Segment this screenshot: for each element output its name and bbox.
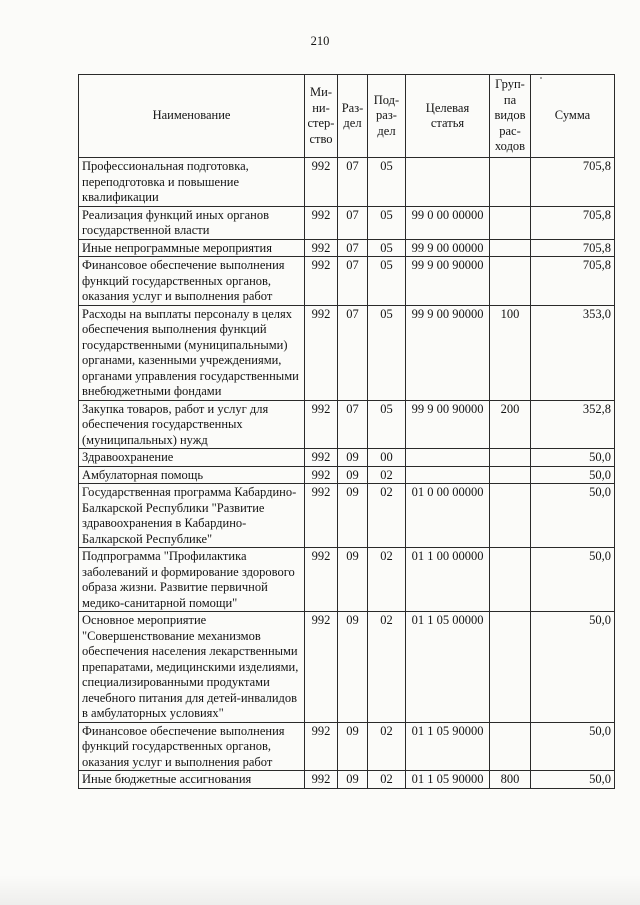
cell-ministry: 992 xyxy=(305,257,338,306)
scan-edge-shadow xyxy=(0,875,640,905)
cell-subsection: 05 xyxy=(368,239,406,257)
header-section: Раз- дел xyxy=(338,75,368,158)
cell-group xyxy=(490,722,531,771)
cell-subsection: 05 xyxy=(368,400,406,449)
cell-group: 100 xyxy=(490,305,531,400)
cell-sum: 705,8 xyxy=(531,257,615,306)
cell-subsection: 02 xyxy=(368,466,406,484)
cell-target: 99 0 00 00000 xyxy=(406,206,490,239)
cell-section: 07 xyxy=(338,305,368,400)
cell-subsection: 02 xyxy=(368,612,406,723)
page-number: 210 xyxy=(310,34,330,48)
table-row xyxy=(79,722,615,771)
cell-sum: 352,8 xyxy=(531,400,615,449)
table-row xyxy=(79,239,615,257)
cell-subsection: 02 xyxy=(368,771,406,789)
header-row xyxy=(79,75,615,158)
cell-ministry: 992 xyxy=(305,206,338,239)
cell-name: Финансовое обеспечение выполнения функций государственных органов, оказания услуг и выполнения работ xyxy=(79,722,305,771)
cell-section: 09 xyxy=(338,548,368,612)
table-row xyxy=(79,158,615,207)
cell-subsection: 05 xyxy=(368,206,406,239)
table-row xyxy=(79,771,615,789)
cell-name: Финансовое обеспечение выполнения функций государственных органов, оказания услуг и выполнения работ xyxy=(79,257,305,306)
header-target: Целевая статья xyxy=(406,75,490,158)
cell-section: 07 xyxy=(338,206,368,239)
cell-subsection: 05 xyxy=(368,158,406,207)
cell-target xyxy=(406,449,490,467)
cell-section: 07 xyxy=(338,158,368,207)
cell-sum: 353,0 xyxy=(531,305,615,400)
cell-ministry: 992 xyxy=(305,158,338,207)
cell-group xyxy=(490,449,531,467)
cell-subsection: 02 xyxy=(368,722,406,771)
cell-sum: 705,8 xyxy=(531,206,615,239)
cell-ministry: 992 xyxy=(305,449,338,467)
cell-name: Закупка товаров, работ и услуг для обеспечения государственных (муниципальных) нужд xyxy=(79,400,305,449)
header-ministry: Ми- ни- стер- ство xyxy=(305,75,338,158)
table-row xyxy=(79,466,615,484)
cell-ministry: 992 xyxy=(305,484,338,548)
cell-name: Профессиональная подготовка, переподготовка и повышение квалификации xyxy=(79,158,305,207)
cell-ministry: 992 xyxy=(305,239,338,257)
cell-name: Основное мероприятие "Совершенствование механизмов обеспечения населения лекарственными препаратами, медицинскими изделиями, специализированными продуктами лечебного питания для детей-инвалидов в амбулаторных условиях" xyxy=(79,612,305,723)
cell-sum: 50,0 xyxy=(531,484,615,548)
cell-group xyxy=(490,466,531,484)
cell-section: 09 xyxy=(338,612,368,723)
cell-section: 07 xyxy=(338,239,368,257)
cell-subsection: 00 xyxy=(368,449,406,467)
cell-sum: 50,0 xyxy=(531,449,615,467)
cell-ministry: 992 xyxy=(305,722,338,771)
cell-sum: 50,0 xyxy=(531,612,615,723)
cell-sum: 50,0 xyxy=(531,771,615,789)
cell-section: 07 xyxy=(338,257,368,306)
cell-target: 99 9 00 90000 xyxy=(406,257,490,306)
cell-target xyxy=(406,466,490,484)
table-row xyxy=(79,484,615,548)
cell-subsection: 05 xyxy=(368,257,406,306)
cell-group: 800 xyxy=(490,771,531,789)
cell-ministry: 992 xyxy=(305,305,338,400)
cell-target: 01 1 05 00000 xyxy=(406,612,490,723)
cell-name: Здравоохранение xyxy=(79,449,305,467)
table-row xyxy=(79,548,615,612)
cell-target xyxy=(406,158,490,207)
cell-group xyxy=(490,548,531,612)
cell-group xyxy=(490,484,531,548)
cell-section: 07 xyxy=(338,400,368,449)
cell-target: 01 1 00 00000 xyxy=(406,548,490,612)
cell-target: 01 1 05 90000 xyxy=(406,771,490,789)
cell-subsection: 02 xyxy=(368,484,406,548)
header-sum: Сумма xyxy=(531,75,615,158)
table-row xyxy=(79,305,615,400)
cell-ministry: 992 xyxy=(305,612,338,723)
cell-name: Иные непрограммные мероприятия xyxy=(79,239,305,257)
cell-group: 200 xyxy=(490,400,531,449)
cell-group xyxy=(490,612,531,723)
table-row xyxy=(79,257,615,306)
cell-section: 09 xyxy=(338,722,368,771)
cell-name: Амбулаторная помощь xyxy=(79,466,305,484)
cell-group xyxy=(490,239,531,257)
cell-sum: 50,0 xyxy=(531,722,615,771)
header-group: Груп- па видов рас- ходов xyxy=(490,75,531,158)
table-row xyxy=(79,612,615,723)
cell-target: 99 9 00 90000 xyxy=(406,305,490,400)
cell-group xyxy=(490,206,531,239)
cell-section: 09 xyxy=(338,484,368,548)
cell-section: 09 xyxy=(338,449,368,467)
cell-name: Расходы на выплаты персоналу в целях обеспечения выполнения функций государственными (муниципальными) органами, казенными учреждениями, органами управления государственными внебюджетными фондами xyxy=(79,305,305,400)
cell-group xyxy=(490,257,531,306)
cell-ministry: 992 xyxy=(305,548,338,612)
cell-section: 09 xyxy=(338,466,368,484)
table-row xyxy=(79,206,615,239)
cell-sum: 705,8 xyxy=(531,158,615,207)
cell-sum: 50,0 xyxy=(531,466,615,484)
cell-target: 99 9 00 00000 xyxy=(406,239,490,257)
cell-ministry: 992 xyxy=(305,400,338,449)
cell-name: Подпрограмма "Профилактика заболеваний и формирование здорового образа жизни. Развитие первичной медико-санитарной помощи" xyxy=(79,548,305,612)
cell-subsection: 02 xyxy=(368,548,406,612)
budget-table xyxy=(78,74,615,789)
cell-ministry: 992 xyxy=(305,466,338,484)
cell-target: 01 1 05 90000 xyxy=(406,722,490,771)
cell-name: Реализация функций иных органов государственной власти xyxy=(79,206,305,239)
cell-target: 01 0 00 00000 xyxy=(406,484,490,548)
header-subsection: Под- раз- дел xyxy=(368,75,406,158)
cell-target: 99 9 00 90000 xyxy=(406,400,490,449)
cell-subsection: 05 xyxy=(368,305,406,400)
cell-ministry: 992 xyxy=(305,771,338,789)
cell-name: Иные бюджетные ассигнования xyxy=(79,771,305,789)
cell-name: Государственная программа Кабардино-Балкарской Республики "Развитие здравоохранения в Кабардино-Балкарской Республике" xyxy=(79,484,305,548)
cell-sum: 50,0 xyxy=(531,548,615,612)
cell-sum: 705,8 xyxy=(531,239,615,257)
cell-section: 09 xyxy=(338,771,368,789)
cell-group xyxy=(490,158,531,207)
table-row xyxy=(79,449,615,467)
table-row xyxy=(79,400,615,449)
header-name: Наименование xyxy=(79,75,305,158)
